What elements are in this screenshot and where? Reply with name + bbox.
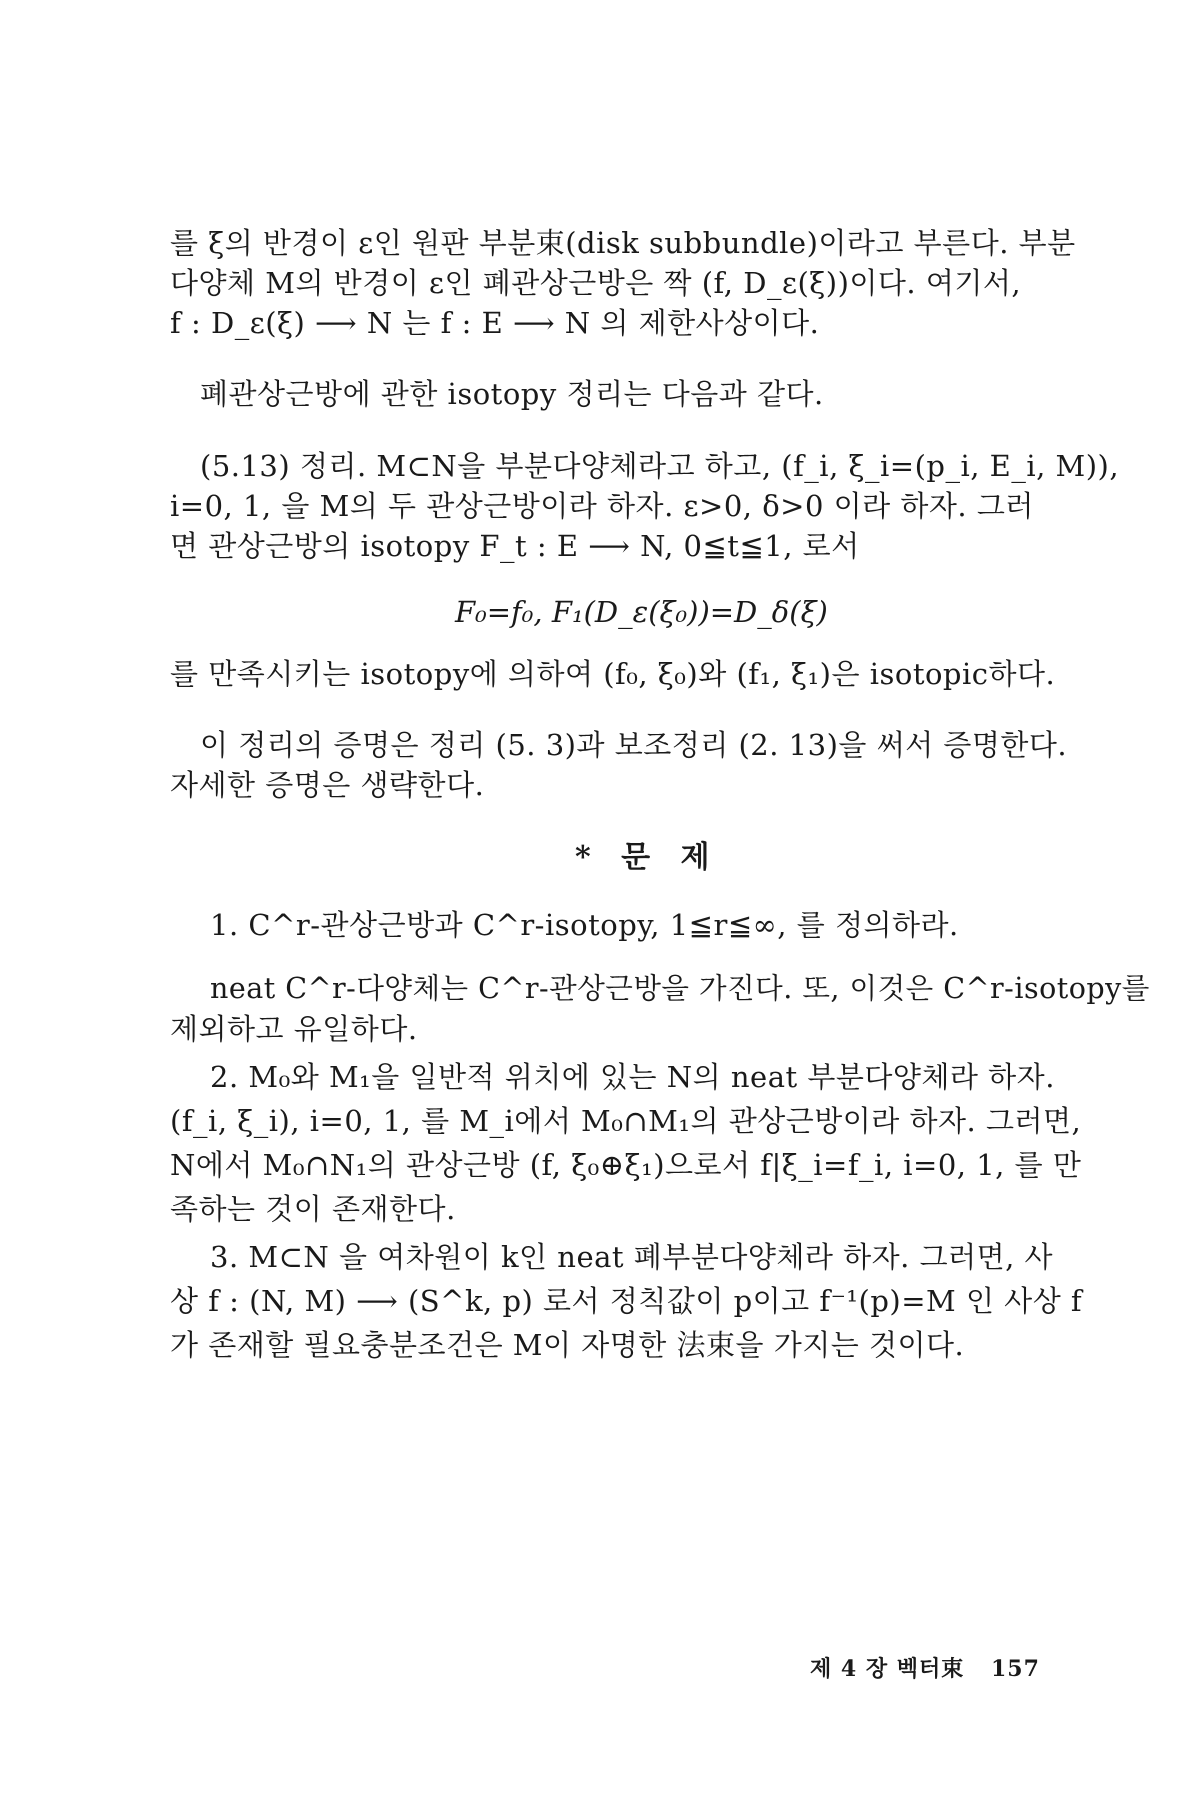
problem-line: 가 존재할 필요충분조건은 M이 자명한 法束을 가지는 것이다. <box>170 1328 965 1362</box>
problem-line: N에서 M₀∩N₁의 관상근방 (f, ξ₀⊕ξ₁)으로서 f|ξ_i=f_i, i=0, 1, 를 만 <box>170 1148 1082 1182</box>
problem-line: 2. M₀와 M₁을 일반적 위치에 있는 N의 neat 부분다양체라 하자. <box>210 1060 1055 1094</box>
theorem-line: i=0, 1, 을 M의 두 관상근방이라 하자. ε>0, δ>0 이라 하자. 그러 <box>170 489 1034 523</box>
problem-line: 제외하고 유일하다. <box>170 1012 418 1046</box>
proof-line: 이 정리의 증명은 정리 (5. 3)과 보조정리 (2. 13)을 써서 증명한다. <box>200 728 1068 762</box>
text-line: f : D_ε(ξ) ⟶ N 는 f : E ⟶ N 의 제한사상이다. <box>170 306 820 340</box>
problem-line: 1. C^r-관상근방과 C^r-isotopy, 1≦r≦∞, 를 정의하라. <box>210 908 959 942</box>
text-line: 를 ξ의 반경이 ε인 원판 부분束(disk subbundle)이라고 부른다. 부분 <box>170 226 1076 260</box>
theorem-conclusion: 를 만족시키는 isotopy에 의하여 (f₀, ξ₀)와 (f₁, ξ₁)은 isotopic하다. <box>170 657 1056 691</box>
problem-line: 3. M⊂N 을 여차원이 k인 neat 폐부분다양체라 하자. 그러면, 사 <box>210 1240 1054 1274</box>
text-line: 다양체 M의 반경이 ε인 폐관상근방은 짝 (f, D_ε(ξ))이다. 여기서, <box>170 266 1022 300</box>
intro-sentence: 폐관상근방에 관한 isotopy 정리는 다음과 같다. <box>200 377 824 411</box>
problem-line: 족하는 것이 존재한다. <box>170 1192 456 1226</box>
proof-line: 자세한 증명은 생략한다. <box>170 768 485 802</box>
theorem-line: 면 관상근방의 isotopy F_t : E ⟶ N, 0≦t≦1, 로서 <box>170 529 860 563</box>
problem-line: neat C^r-다양체는 C^r-관상근방을 가진다. 또, 이것은 C^r-isotopy를 <box>210 972 1150 1005</box>
page-number: 157 <box>990 1656 1040 1682</box>
chapter-title: 제 4 장 벡터束 <box>810 1656 965 1682</box>
problem-line: 상 f : (N, M) ⟶ (S^k, p) 로서 정칙값이 p이고 f⁻¹(p)=M 인 사상 f <box>170 1284 1083 1318</box>
theorem-line: (5.13) 정리. M⊂N을 부분다양체라고 하고, (f_i, ξ_i=(p_i, E_i, M)), <box>200 449 1120 483</box>
problem-line: (f_i, ξ_i), i=0, 1, 를 M_i에서 M₀∩M₁의 관상근방이라 하자. 그러면, <box>170 1104 1082 1138</box>
running-footer <box>810 1652 1040 1683</box>
problems-heading: * 문 제 <box>575 840 720 875</box>
theorem-formula: F₀=f₀, F₁(D_ε(ξ₀))=D_δ(ξ) <box>455 595 828 629</box>
